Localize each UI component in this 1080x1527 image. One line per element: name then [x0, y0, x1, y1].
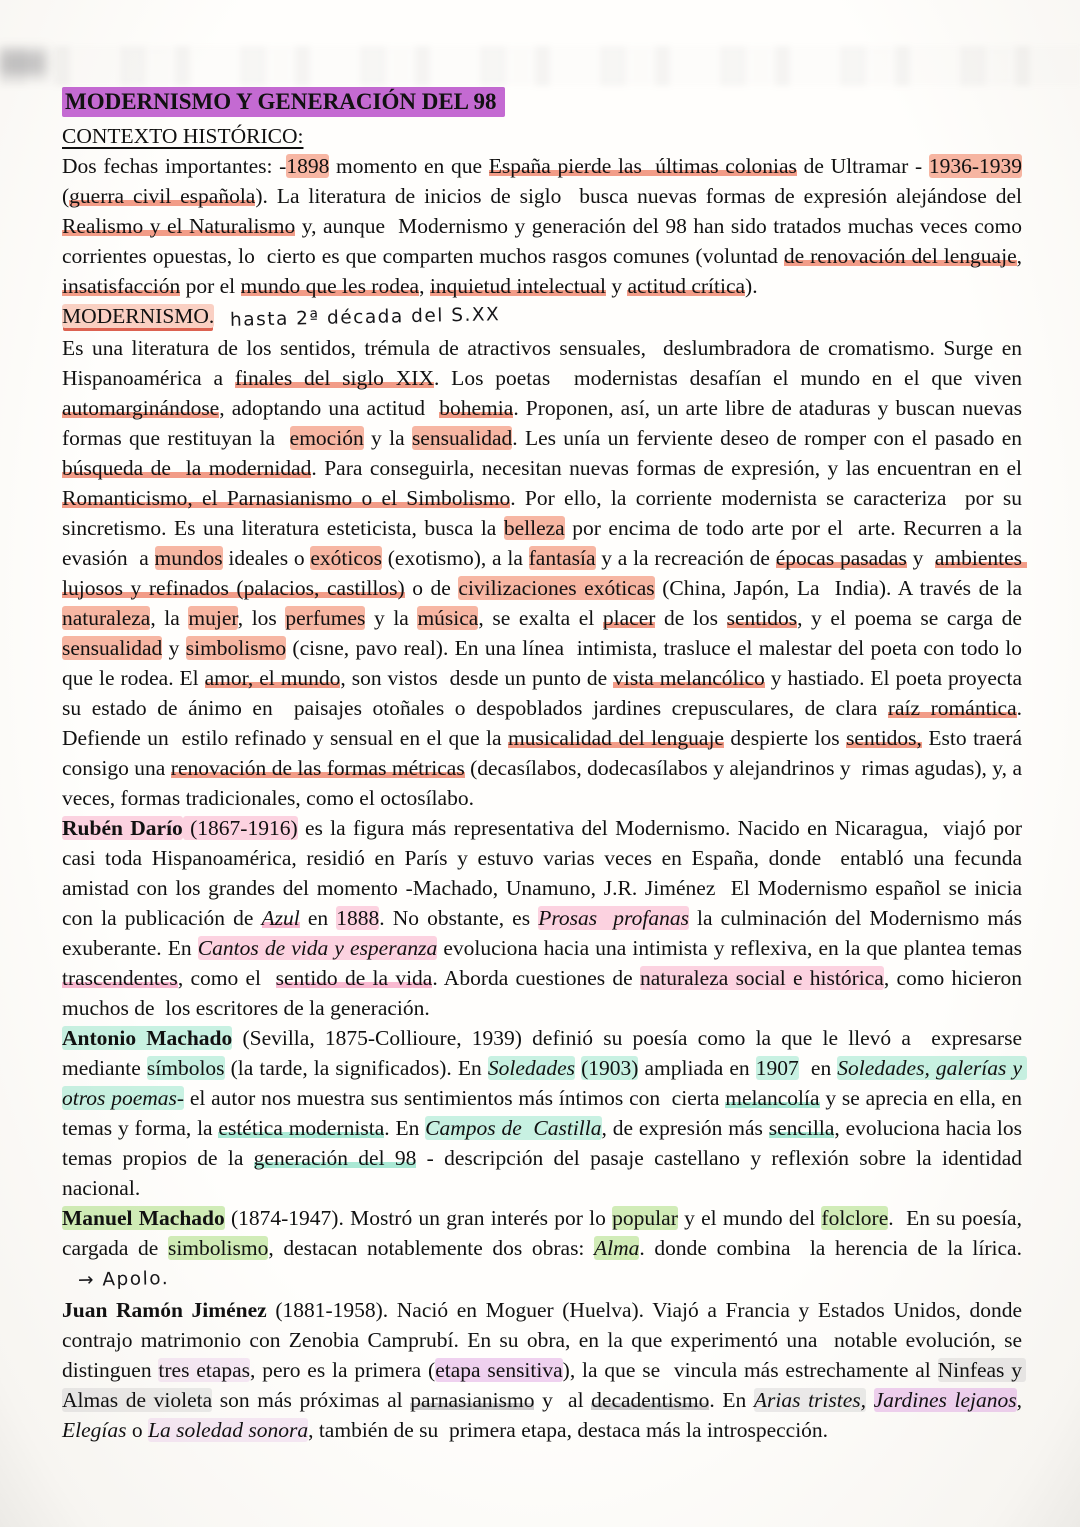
scan-smudge — [0, 50, 46, 76]
text-run: en — [798, 1056, 838, 1080]
text-run: sensualidad — [411, 426, 513, 450]
text-run: momento en que — [329, 154, 489, 178]
text-run: exóticos — [310, 546, 382, 570]
text-run: (1874-1947). Mostró un gran interés por lo — [224, 1206, 613, 1230]
text-run: búsqueda de la modernidad — [62, 456, 312, 480]
text-run: despierte los — [723, 726, 847, 750]
text-run: de renovación del lenguaje — [783, 244, 1017, 268]
text-run: bohemia — [439, 396, 514, 420]
text-run: placer — [602, 606, 656, 630]
text-run — [866, 1388, 874, 1412]
section-heading-contexto — [62, 121, 1022, 151]
text-run: , destacan notablemente dos obras: — [268, 1236, 595, 1260]
text-run: ideales o — [222, 546, 311, 570]
text-run: de los — [655, 606, 727, 630]
text-run: y — [605, 274, 628, 298]
paragraph-ruben-dario — [62, 813, 1028, 1023]
text-run: . Para conseguirla, necesitan nuevas formas de expresión, y las encuentran en el — [311, 456, 1033, 480]
text-run: . No obstante, es — [379, 906, 539, 930]
text-run: sencilla — [768, 1116, 835, 1140]
text-run: (exotismo), a la — [382, 546, 529, 570]
text-run: Azul — [261, 906, 300, 930]
text-run: parnasianismo — [410, 1388, 535, 1412]
text-run: mujer — [188, 606, 238, 630]
text-run: España pierde las últimas colonias — [488, 154, 797, 178]
text-run: , los — [237, 606, 286, 630]
text-run: o de — [404, 576, 459, 600]
paragraph-antonio-machado — [62, 1023, 1028, 1203]
page-title — [62, 86, 1022, 118]
text-run: música — [417, 606, 479, 630]
text-run: simbolismo — [185, 636, 287, 660]
text-run: insatisfacción — [62, 274, 181, 298]
text-run: por el — [180, 274, 241, 298]
text-run: guerra civil española — [69, 184, 256, 208]
paragraph-contexto — [62, 151, 1033, 301]
text-run: y se aprecia en ella, en temas y forma, la — [62, 1086, 1028, 1140]
text-run: en — [299, 906, 337, 930]
text-run: raíz romántica — [887, 696, 1017, 720]
text-run: MODERNISMO. — [62, 304, 215, 328]
text-run: vista melancólico — [613, 666, 765, 690]
text-run: etapa sensitiva — [435, 1358, 563, 1382]
text-run: y a la recreación de — [595, 546, 776, 570]
text-run: (1867-1916) — [182, 816, 298, 840]
text-run: belleza — [503, 516, 565, 540]
text-run: (la tarde, la significados). En — [224, 1056, 488, 1080]
text-run: y la — [363, 426, 412, 450]
handwritten-note-modernismo: hasta 2ª década del S.XX — [230, 304, 501, 331]
text-run: por encima de todo arte por el arte. Recurren a la evasión a — [62, 516, 1028, 570]
text-run: , de expresión más — [601, 1116, 769, 1140]
text-run: ( — [62, 154, 1028, 208]
text-run: , también de su primera etapa, destaca más la introspección. — [308, 1418, 829, 1442]
text-run: , la — [150, 606, 189, 630]
author-name-antonio-machado: Antonio Machado — [62, 1026, 233, 1050]
text-run: de Ultramar - — [796, 154, 929, 178]
text-run: ). La literatura de inicios de siglo busca nuevas formas de expresión alejándose del — [255, 184, 1028, 208]
text-run: (China, Japón, La India). A través de la — [654, 576, 1028, 600]
text-run: , se exalta el — [478, 606, 603, 630]
text-run: o — [126, 1418, 148, 1442]
text-run: (1903) — [581, 1056, 639, 1080]
text-run: sentidos, — [846, 726, 922, 750]
text-run: son más próximas al — [212, 1388, 411, 1412]
text-run: (1881-1958). Nació en Moguer (Huelva). Viajó a Francia y Estados Unidos, donde contrajo matrimonio con Zenobia Camprubí. En su obra, en la que experimentó una notable evolución, se distinguen — [62, 1298, 1028, 1382]
text-run: evoluciona hacia una intimista y reflexiva, en la que plantea temas — [437, 936, 1028, 960]
text-run: y — [162, 636, 186, 660]
text-run: Dos fechas importantes: - — [62, 154, 287, 178]
text-run: actitud crítica — [627, 274, 746, 298]
text-run: Campos de Castilla — [425, 1116, 602, 1140]
text-run: 1888 — [336, 906, 380, 930]
text-run: . Por ello, la corriente modernista se caracteriza por su sincretismo. Es una literatura esteticista, busca la — [62, 486, 1028, 540]
text-run: , — [1016, 244, 1033, 268]
text-run: tres etapas — [158, 1358, 251, 1382]
text-run: , y el poema se carga de — [797, 606, 1028, 630]
text-run: estética modernista — [218, 1116, 385, 1140]
text-run: , como hicieron muchos de los escritores de la generación. — [62, 966, 1028, 1020]
text-run: mundos — [154, 546, 223, 570]
text-run: sentidos — [726, 606, 798, 630]
text-run: Realismo y el Naturalismo — [62, 214, 296, 238]
paragraph-juan-ramon-jimenez — [62, 1295, 1028, 1445]
text-run: fantasía — [528, 546, 596, 570]
text-run: perfumes — [285, 606, 366, 630]
text-run: Jardines lejanos — [873, 1388, 1017, 1412]
text-run: . Los poetas modernistas desafían el mundo en el que viven — [433, 366, 1028, 390]
text-run: folclore — [821, 1206, 889, 1230]
text-run: Soledades — [487, 1056, 576, 1080]
text-run: . Les unía un ferviente deseo de romper con el pasado en — [512, 426, 1028, 450]
text-run: sentido de la vida — [275, 966, 433, 990]
text-run: sensualidad — [62, 636, 163, 660]
text-run: y, aunque Modernismo y generación del 98 han sido tratados muchas veces como corrientes opuestas, lo cierto es que comparten muchos rasgos comunes (voluntad — [62, 214, 1028, 268]
text-run: ). — [745, 274, 758, 298]
text-run: Ninfeas y Almas de violeta — [62, 1358, 1027, 1412]
text-run: mundo que les rodea — [240, 274, 420, 298]
text-run: emoción — [289, 426, 364, 450]
text-run: , adoptando una actitud — [219, 396, 440, 420]
text-run: . En — [384, 1116, 426, 1140]
text-run: , — [1016, 1388, 1028, 1412]
text-run: naturaleza social e histórica — [639, 966, 884, 990]
text-run: la culminación del Modernismo más exuberante. En — [62, 906, 1028, 960]
author-name-manuel-machado: Manuel Machado — [62, 1206, 225, 1230]
text-run: musicalidad del lenguaje — [508, 726, 724, 750]
handwritten-note-apolo: → Apolo. — [77, 1268, 170, 1291]
text-run: ampliada en — [638, 1056, 756, 1080]
text-run: es la figura más representativa del Modernismo. Nacido en Nicaragua, viajó por casi toda Hispanoamérica, residió en París y estuvo varias veces en España, donde entabló una fecunda amistad con los grandes del momento -Machado, Unamuno, J.R. Jiménez El Modernismo español se inicia con la publicación de — [62, 816, 1028, 930]
text-run: el autor nos muestra sus sentimientos más íntimos con cierta — [184, 1086, 726, 1110]
text-run: épocas pasadas — [775, 546, 907, 570]
text-run: , pero es la primera ( — [250, 1358, 436, 1382]
text-run: popular — [612, 1206, 678, 1230]
text-run: melancolía — [725, 1086, 820, 1110]
text-run: Soledades, galerías y otros poemas- — [62, 1056, 1028, 1110]
text-run: 1936-1939 — [928, 154, 1023, 178]
text-run: , son vistos desde un punto de — [340, 666, 614, 690]
text-run: trascendentes — [62, 966, 178, 990]
text-run: Cantos de vida y esperanza — [197, 936, 438, 960]
text-run: inquietud intelectual — [429, 274, 606, 298]
text-run: MODERNISMO Y GENERACIÓN DEL 98 — [62, 87, 505, 117]
author-name-juan-ramon-jimenez: Juan Ramón Jiménez — [62, 1298, 267, 1322]
text-run: . En — [709, 1388, 754, 1412]
text-run: ), la que se vincula más estrechamente al — [562, 1358, 938, 1382]
text-run: Romanticismo, el Parnasianismo o el Simbolismo — [62, 486, 511, 510]
text-run: generación del 98 — [253, 1146, 417, 1170]
text-run: automarginándose — [62, 396, 220, 420]
text-run: amor, el mundo — [204, 666, 341, 690]
text-run: y — [906, 546, 935, 570]
bleed-through-texture — [0, 46, 1080, 86]
text-run: (cisne, pavo real). En una línea intimista, trasluce el malestar del poeta con todo lo que le rodea. El — [62, 636, 1028, 690]
text-run: Elegías — [62, 1418, 127, 1442]
text-run: y hastiado. El poeta proyecta su estado de ánimo en paisajes otoñales o despoblados jardines crepusculares, de clara — [62, 666, 1028, 720]
section-heading-modernismo — [62, 301, 1022, 333]
text-run: 1898 — [286, 154, 330, 178]
text-run: . En su poesía, cargada de — [62, 1206, 1028, 1260]
text-run: y al — [534, 1388, 592, 1412]
text-run: , — [419, 274, 430, 298]
text-run: La soledad sonora — [148, 1418, 309, 1442]
text-run: símbolos — [146, 1056, 225, 1080]
text-run: y el mundo del — [677, 1206, 822, 1230]
text-run: Arias tristes, — [753, 1388, 867, 1412]
text-run: Esto traerá consigo una — [62, 726, 1033, 780]
text-run: - descripción del pasaje castellano y reflexión sobre la identidad nacional. — [62, 1146, 1028, 1200]
document-body — [62, 86, 1033, 1445]
text-run: (Sevilla, 1875-Collioure, 1939) definió su poesía como la que le llevó a expresarse mediante — [62, 1026, 1028, 1080]
text-run: Es una literatura de los sentidos, trémula de atractivos sensuales, deslumbradora de cromatismo. Surge en Hispanoamérica a — [62, 336, 1028, 390]
text-run: Alma — [594, 1236, 640, 1260]
text-run: (decasílabos, dodecasílabos y alejandrinos y rimas agudas), y, a veces, formas tradicionales, como el octosílabo. — [62, 756, 1028, 810]
text-run: ambientes lujosos y refinados (palacios, castillos) — [62, 546, 1028, 600]
text-run: . Aborda cuestiones de — [432, 966, 640, 990]
text-run: 1907 — [755, 1056, 799, 1080]
text-run: decadentismo — [591, 1388, 710, 1412]
text-run: , evoluciona hacia los temas propios de la — [62, 1116, 1028, 1170]
text-run: . Defiende un estilo refinado y sensual en el que la — [62, 696, 1028, 750]
text-run: CONTEXTO HISTÓRICO: — [62, 124, 304, 148]
text-run: civilizaciones exóticas — [458, 576, 655, 600]
text-run: renovación de las formas métricas — [170, 756, 465, 780]
text-run: , como el — [177, 966, 276, 990]
paragraph-manuel-machado — [62, 1203, 1028, 1295]
text-run: . Proponen, así, un arte libre de ataduras y buscan nuevas formas que restituyan la — [62, 396, 1028, 450]
text-run: simbolismo — [167, 1236, 269, 1260]
text-run: . donde combina la herencia de la lírica. — [639, 1236, 1028, 1260]
text-run: naturaleza — [62, 606, 151, 630]
text-run: y la — [365, 606, 418, 630]
author-name-ruben-dario: Rubén Darío — [62, 816, 183, 840]
text-run: Prosas profanas — [538, 906, 689, 930]
paragraph-modernismo — [62, 333, 1033, 813]
text-run: finales del siglo XIX — [234, 366, 434, 390]
